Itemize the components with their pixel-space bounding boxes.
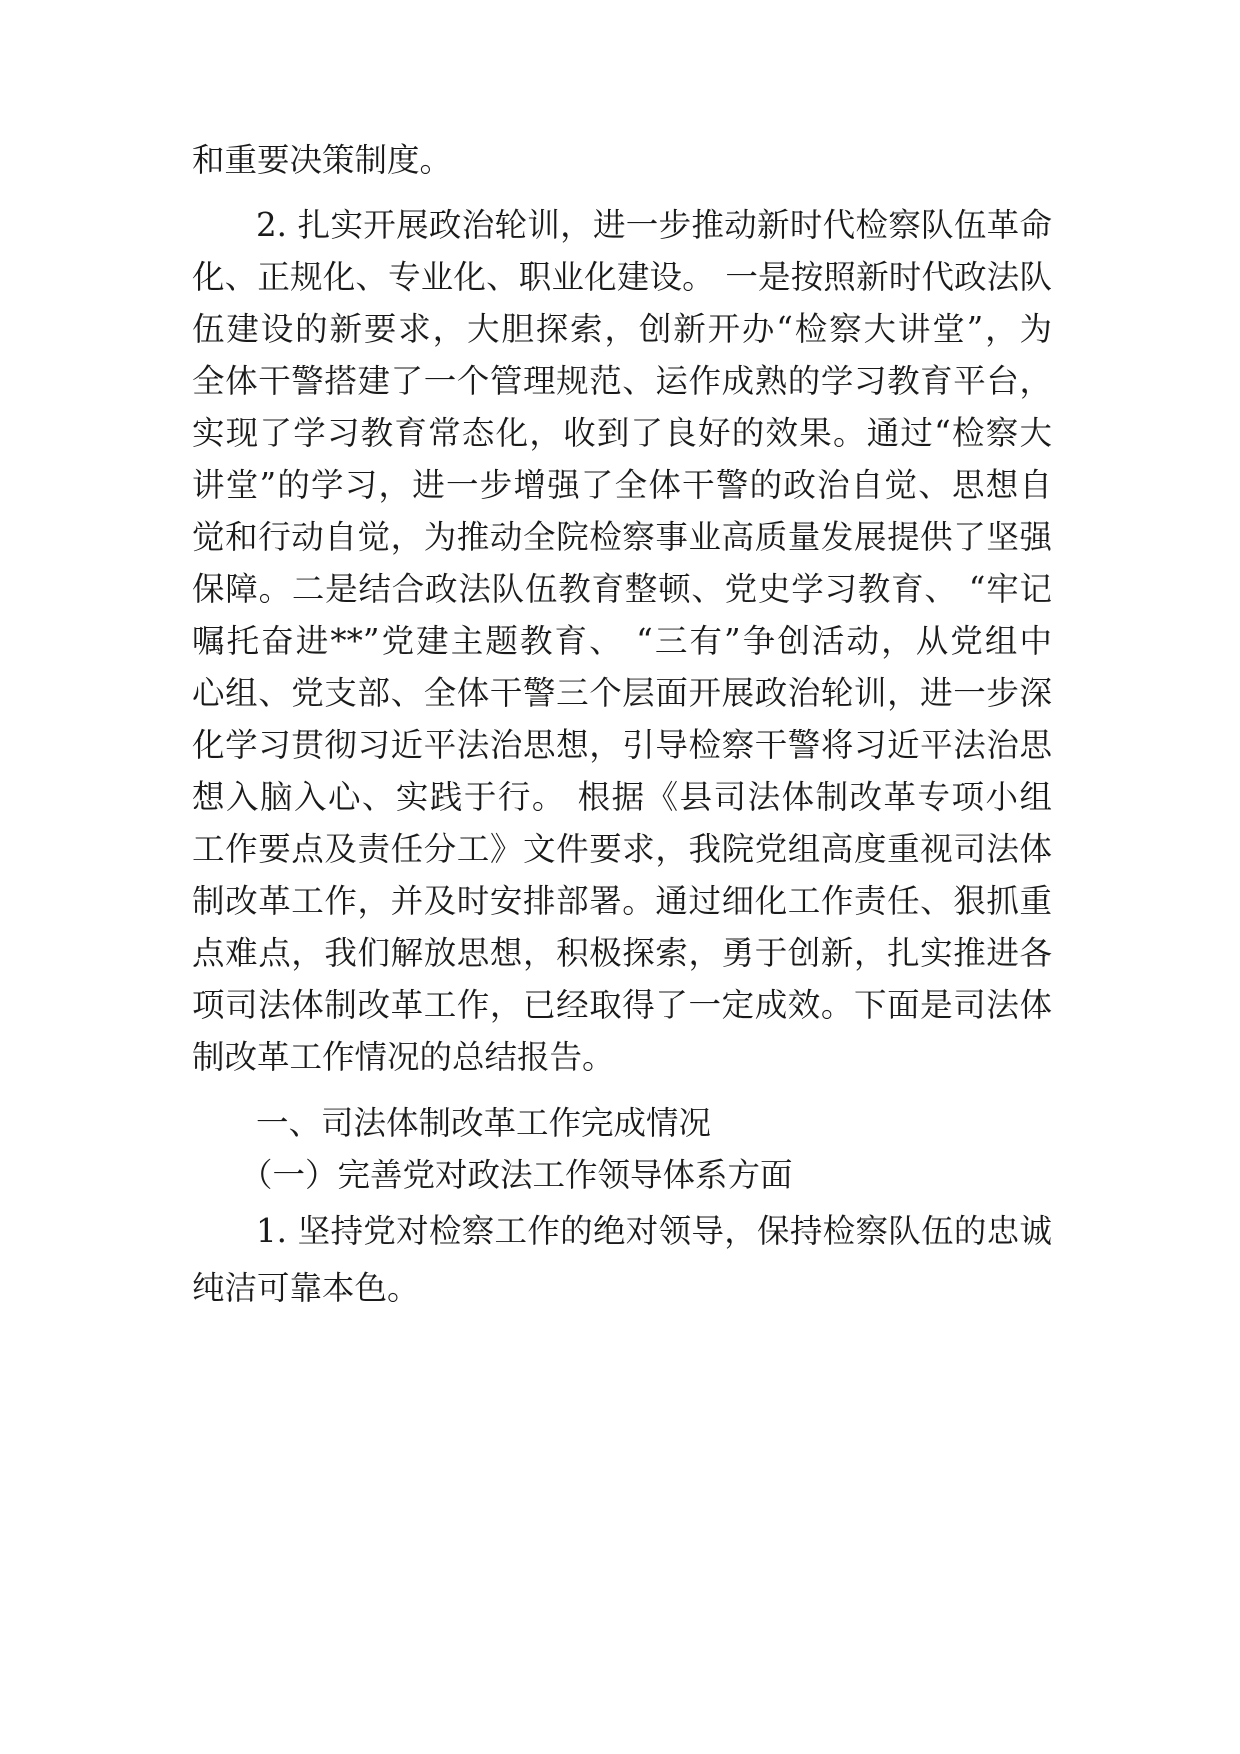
subsection-heading: （一）完善党对政法工作领导体系方面 xyxy=(240,1156,793,1194)
paragraph-line: 想入脑入心、实践于行。 根据《县司法体制改革专项小组 xyxy=(192,778,1052,816)
paragraph-line: 化学习贯彻习近平法治思想，引导检察干警将习近平法治思 xyxy=(192,726,1052,764)
paragraph-line: 项司法体制改革工作，已经取得了一定成效。下面是司法体 xyxy=(192,986,1052,1024)
paragraph-line: 点难点，我们解放思想，积极探索，勇于创新，扎实推进各 xyxy=(192,934,1052,972)
paragraph-line: 心组、党支部、全体干警三个层面开展政治轮训，进一步深 xyxy=(192,674,1052,712)
paragraph-line: 讲堂”的学习，进一步增强了全体干警的政治自觉、思想自 xyxy=(192,466,1052,504)
section-heading: 一、司法体制改革工作完成情况 xyxy=(256,1104,712,1142)
paragraph-line: 保障。二是结合政法队伍教育整顿、党史学习教育、 “牢记 xyxy=(192,570,1052,608)
paragraph-line: 和重要决策制度。 xyxy=(192,141,453,179)
paragraph-line: 纯洁可靠本色。 xyxy=(192,1269,420,1307)
paragraph-line: 全体干警搭建了一个管理规范、运作成熟的学习教育平台， xyxy=(192,362,1052,400)
paragraph-line: 伍建设的新要求，大胆探索，创新开办“检察大讲堂”，为 xyxy=(192,310,1052,348)
numbered-item-line: 1. 坚持党对检察工作的绝对领导，保持检察队伍的忠诚 xyxy=(256,1212,1052,1250)
paragraph-line: 实现了学习教育常态化，收到了良好的效果。通过“检察大 xyxy=(192,414,1052,452)
paragraph-line: 觉和行动自觉，为推动全院检察事业高质量发展提供了坚强 xyxy=(192,518,1052,556)
numbered-heading-line: 2. 扎实开展政治轮训，进一步推动新时代检察队伍革命 xyxy=(256,206,1052,244)
paragraph-line: 化、正规化、专业化、职业化建设。 一是按照新时代政法队 xyxy=(192,258,1052,296)
paragraph-line: 嘱托奋进**”党建主题教育、 “三有”争创活动，从党组中 xyxy=(192,622,1052,660)
paragraph-line: 工作要点及责任分工》文件要求，我院党组高度重视司法体 xyxy=(192,830,1052,868)
paragraph-line: 制改革工作，并及时安排部署。通过细化工作责任、狠抓重 xyxy=(192,882,1052,920)
paragraph-line: 制改革工作情况的总结报告。 xyxy=(192,1038,615,1076)
